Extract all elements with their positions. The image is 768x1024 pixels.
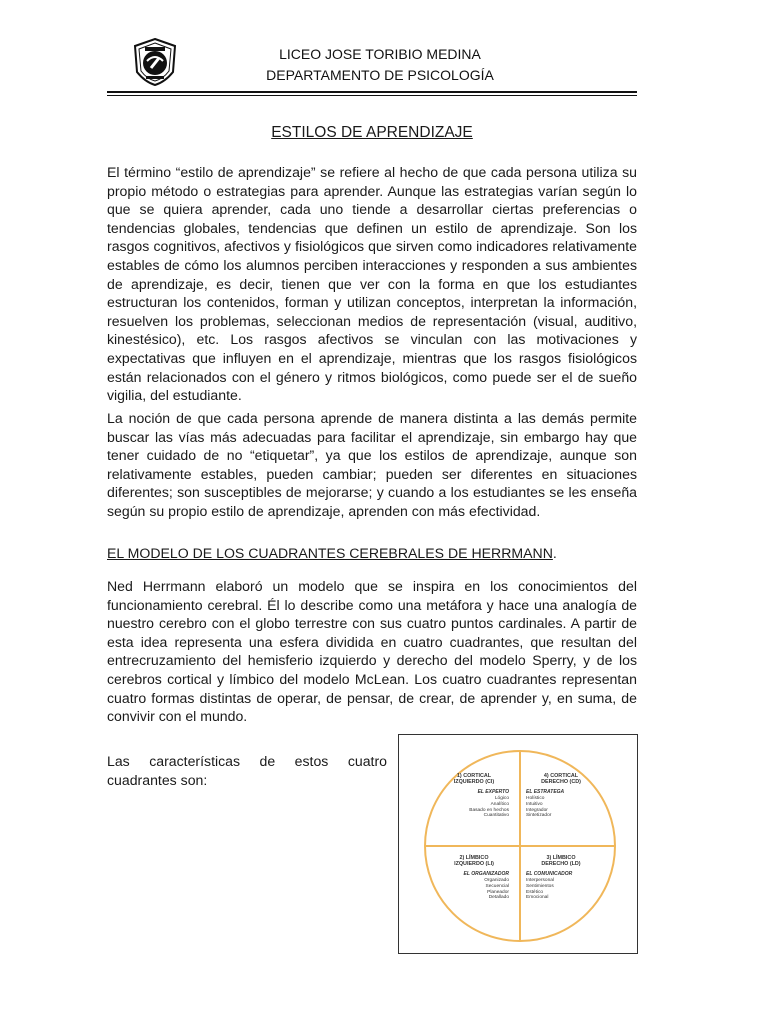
- quadrant-traits: [439, 796, 509, 818]
- quadrant-title-line2: DERECHO (LD): [541, 861, 581, 868]
- quadrants-diagram: [399, 735, 639, 955]
- section-heading-period: .: [552, 545, 557, 561]
- quadrant-title: [526, 855, 596, 867]
- section-heading-text: EL MODELO DE LOS CUADRANTES CEREBRALES DE HERRMANN: [107, 545, 553, 561]
- herrmann-quadrants-figure: [398, 734, 638, 954]
- quadrants-intro-line2: cuadrantes son:: [107, 771, 208, 788]
- quadrant-title: [526, 773, 596, 785]
- quadrant-cortical-left: [439, 773, 509, 819]
- quadrant-traits: [526, 796, 596, 818]
- paragraph-learning-style-notion: La noción de que cada persona aprende de manera distinta a las demás permite buscar las vías más adecuadas para facilitar el aprendizaje, sin embargo hay que tener cuidado de no “etiquetar”, ya que los estilos de aprendizaje, aunque son relativamente estables, pueden cambiar; pueden ser diferentes en situaciones diferentes; son susceptibles de mejorarse; y cuando a los estudiantes se les enseña según su propio estilo de aprendizaje, aprenden con más efectividad.: [107, 410, 637, 519]
- quadrant-trait: Organizado: [484, 878, 509, 884]
- quadrant-trait: Sentimientos: [526, 884, 554, 889]
- quadrant-title: [439, 855, 509, 867]
- quadrant-trait: Holístico: [526, 796, 545, 802]
- quadrant-trait: Planeador: [487, 889, 509, 895]
- quadrant-trait: Interpersonal: [526, 878, 554, 884]
- quadrant-traits: [526, 878, 596, 900]
- quadrant-role: EL ORGANIZADOR: [463, 871, 509, 878]
- quadrant-title-line1: 3) LÍMBICO: [546, 855, 576, 861]
- quadrant-trait: Sintetizador: [526, 813, 552, 819]
- quadrants-intro-line1: Las características de estos cuatro: [107, 753, 387, 769]
- quadrant-trait: Integrador: [526, 807, 548, 813]
- quadrant-trait: Cuantitativo: [483, 813, 509, 819]
- paragraph-learning-style-definition: El término “estilo de aprendizaje” se refiere al hecho de que cada persona utiliza su propio método o estrategias para aprender. Aunque las estrategias varían según lo que se quiera aprender, cada uno tiende a desarrollar ciertas preferencias o tendencias globales, tendencias que definen un estilo de aprendizaje. Son los rasgos cognitivos, afectivos y fisiológicos que sirven como indicadores relativamente estables de cómo los alumnos perciben interacciones y responden a sus ambientes de aprendizaje, es decir, tienen que ver con la forma en que los estudiantes estructuran los contenidos, forman y utilizan conceptos, interpretan la información, resuelven los problemas, seleccionan medios de representación (visual, auditivo, kinestésico), etc. Los rasgos afectivos se vinculan con las motivaciones y expectativas que influyen en el aprendizaje, mientras que los rasgos fisiológicos están relacionados con el género y ritmos biológicos, como puede ser el de sueño vigilia, del estudiante.: [107, 164, 637, 404]
- quadrant-trait: Detallado: [488, 895, 509, 901]
- quadrant-trait: Secuencial: [485, 884, 509, 889]
- quadrant-title-line1: 1) CORTICAL: [456, 773, 492, 779]
- school-name: LICEO JOSE TORIBIO MEDINA: [279, 46, 481, 62]
- quadrant-trait: Lógico: [494, 796, 509, 802]
- header-rule-thin: [107, 95, 637, 96]
- header-rule-thick: [107, 91, 637, 93]
- quadrant-role: EL EXPERTO: [477, 789, 509, 796]
- quadrant-role: EL COMUNICADOR: [526, 871, 573, 878]
- quadrant-title-line2: IZQUIERDO (CI): [453, 779, 495, 786]
- quadrant-limbic-right: [526, 855, 596, 901]
- department-name: DEPARTAMENTO DE PSICOLOGÍA: [266, 67, 494, 83]
- quadrant-trait: Basado en hechos: [469, 807, 509, 813]
- quadrant-title-line2: IZQUIERDO (LI): [454, 861, 494, 868]
- quadrant-trait: Estético: [526, 889, 544, 895]
- school-logo-icon: [133, 38, 177, 86]
- quadrant-limbic-left: [439, 855, 509, 901]
- quadrants-intro: [107, 752, 387, 789]
- letterhead: [180, 44, 580, 86]
- quadrant-role: EL ESTRATEGA: [526, 789, 565, 796]
- quadrant-trait: Emocional: [526, 895, 549, 901]
- section-heading: [107, 544, 637, 563]
- quadrant-title-line1: 4) CORTICAL: [543, 773, 579, 779]
- document-title: ESTILOS DE APRENDIZAJE: [271, 124, 473, 141]
- quadrant-title-line2: DERECHO (CD): [541, 779, 581, 786]
- quadrant-traits: [439, 878, 509, 900]
- quadrant-title-line1: 2) LÍMBICO: [459, 855, 489, 861]
- quadrant-cortical-right: [526, 773, 596, 819]
- quadrant-trait: Analítico: [490, 802, 509, 807]
- quadrant-trait: Intuitivo: [526, 802, 543, 807]
- quadrant-title: [439, 773, 509, 785]
- paragraph-herrmann-model: Ned Herrmann elaboró un modelo que se inspira en los conocimientos del funcionamiento cerebral. Él lo describe como una metáfora y hace una analogía de nuestro cerebro con el globo terrestre con sus cuatro puntos cardinales. A partir de esta idea representa una esfera dividida en cuatro cuadrantes, que resultan del entrecruzamiento del hemisferio izquierdo y derecho del modelo Sperry, y de los cerebros cortical y límbico del modelo McLean. Los cuatro cuadrantes representan cuatro formas distintas de operar, de pensar, de crear, de aprender y, en suma, de convivir con el mundo.: [107, 578, 637, 725]
